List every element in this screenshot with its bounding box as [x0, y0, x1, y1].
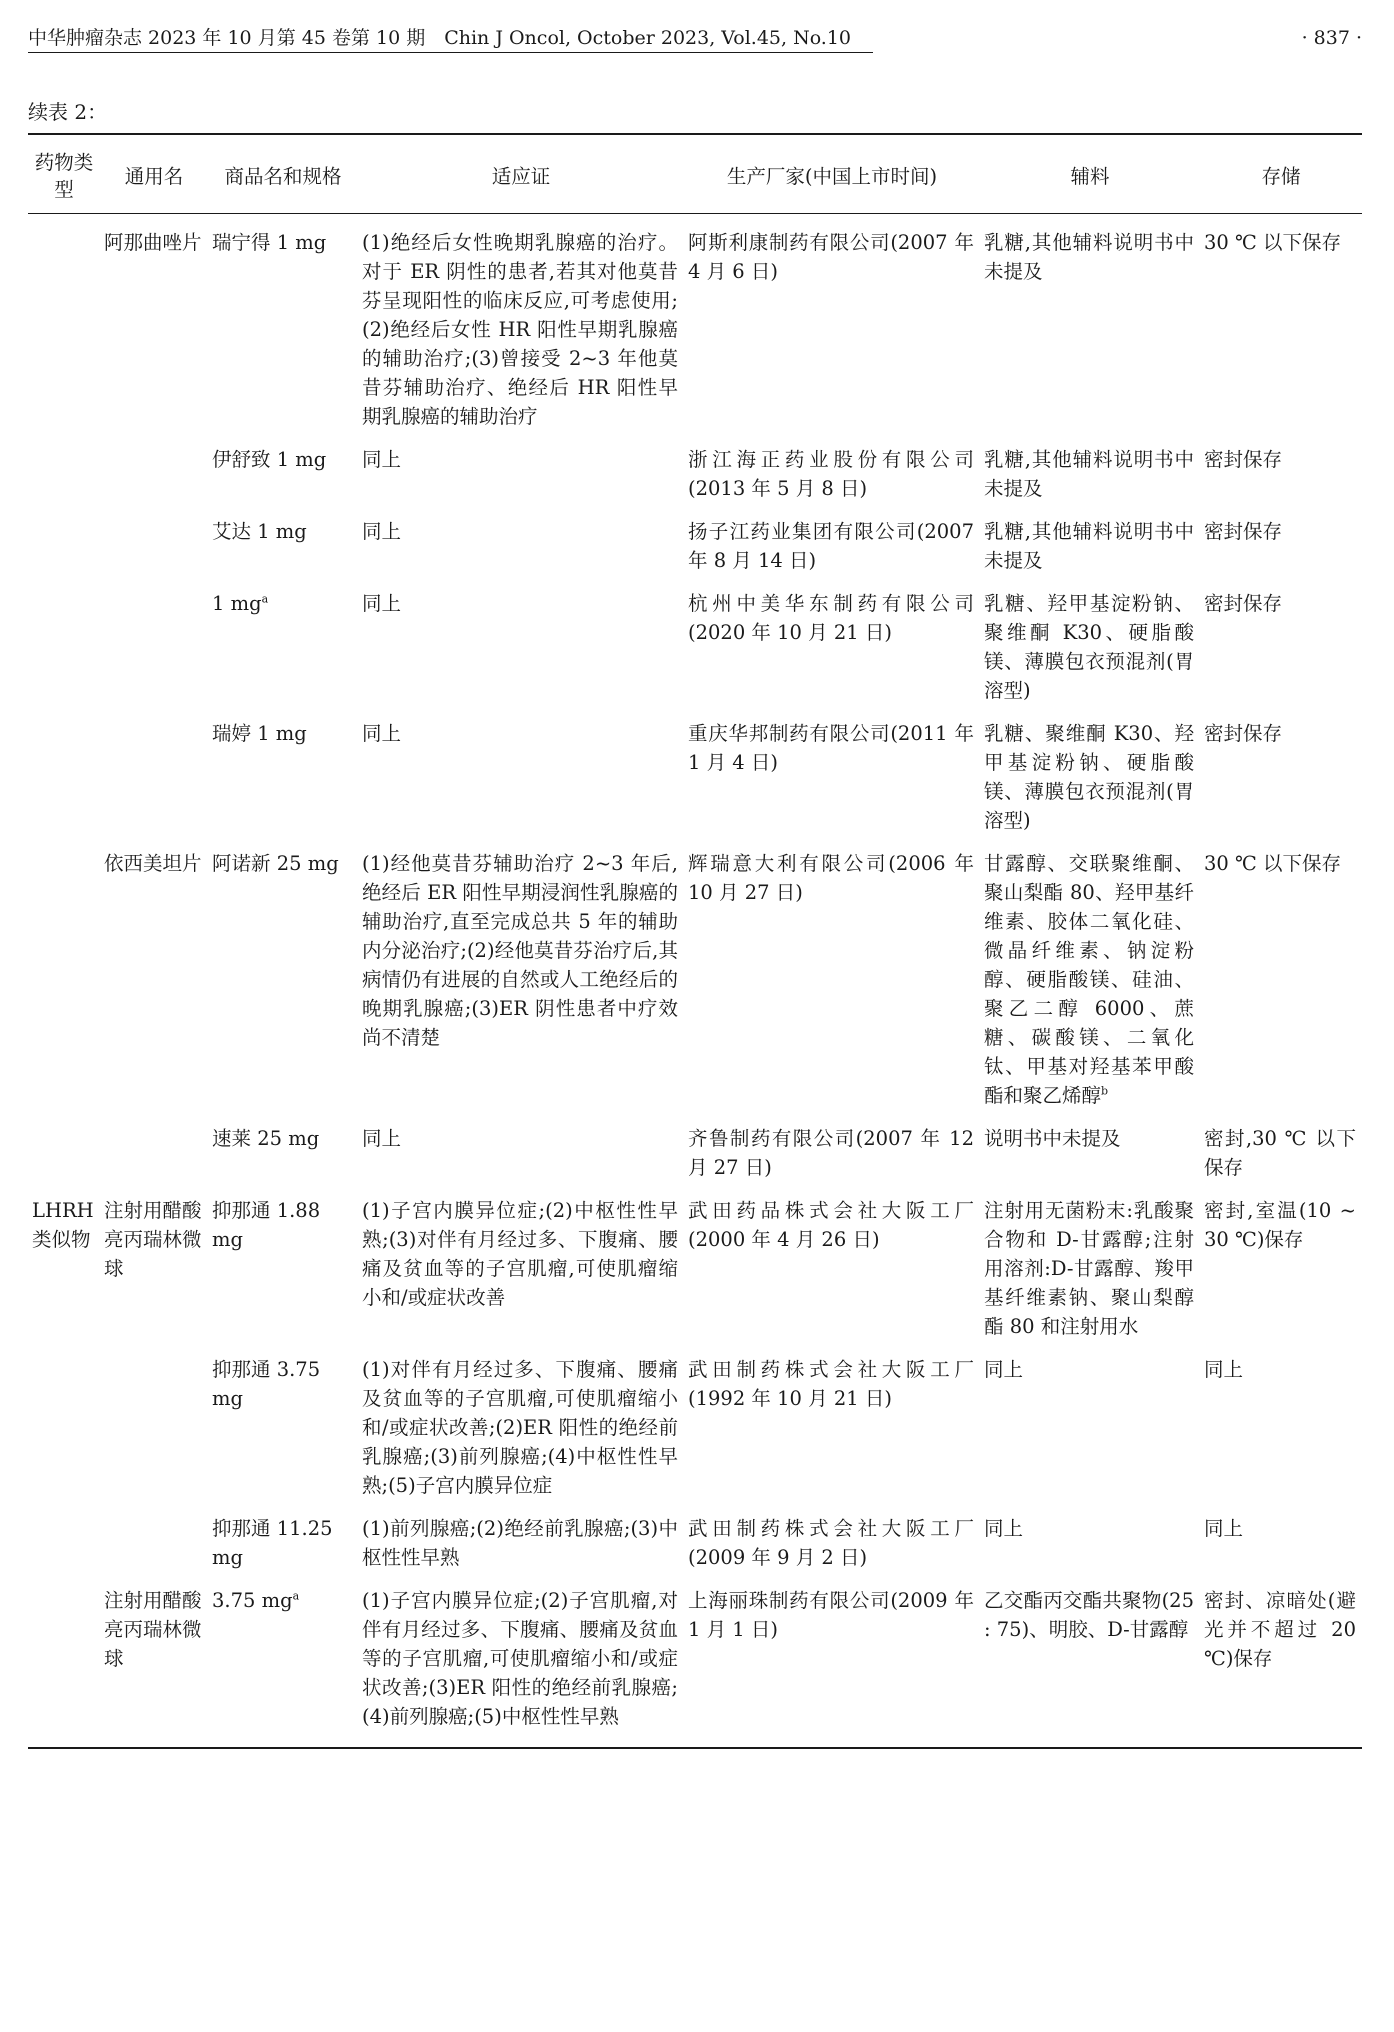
drug-type-cell	[28, 719, 100, 849]
indication-cell-text: 同上	[362, 1127, 402, 1150]
storage-cell	[1200, 1586, 1362, 1748]
excipients-cell	[980, 1355, 1200, 1514]
indication-cell-text: (1)前列腺癌;(2)绝经前乳腺癌;(3)中枢性性早熟	[362, 1517, 678, 1569]
generic-name-cell	[100, 517, 208, 589]
running-head	[28, 26, 1362, 54]
storage-cell	[1200, 849, 1362, 1124]
storage-cell-text: 密封保存	[1204, 592, 1283, 615]
excipients-cell-text: 乳糖、聚维酮 K30、羟甲基淀粉钠、硬脂酸镁、薄膜包衣预混剂(胃溶型)	[984, 722, 1194, 832]
excipients-cell	[980, 719, 1200, 849]
manufacturer-cell	[684, 849, 980, 1124]
excipients-cell-text: 乳糖,其他辅料说明书中未提及	[984, 448, 1194, 500]
storage-cell	[1200, 445, 1362, 517]
indication-cell	[358, 1586, 684, 1748]
drug-type-cell	[28, 1196, 100, 1355]
generic-name-cell-text: 注射用醋酸亮丙瑞林微球	[104, 1199, 202, 1280]
excipients-cell	[980, 445, 1200, 517]
drug-type-cell	[28, 589, 100, 719]
storage-cell	[1200, 517, 1362, 589]
table-row	[28, 1514, 1362, 1586]
excipients-cell	[980, 849, 1200, 1124]
drug-type-cell	[28, 849, 100, 1124]
brand-spec-cell-text: 抑那通 3.75 mg	[212, 1358, 321, 1410]
storage-cell	[1200, 1514, 1362, 1586]
storage-cell-text: 密封、凉暗处(避光并不超过 20 ℃)保存	[1204, 1589, 1356, 1670]
header-generic-name: 通用名	[100, 134, 208, 214]
footnote-marker: a	[292, 1589, 300, 1603]
excipients-cell-text: 乳糖,其他辅料说明书中未提及	[984, 231, 1194, 283]
storage-cell	[1200, 589, 1362, 719]
manufacturer-cell-text: 上海丽珠制药有限公司(2009 年 1 月 1 日)	[688, 1589, 974, 1641]
table-row	[28, 1124, 1362, 1196]
storage-cell	[1200, 1196, 1362, 1355]
indication-cell	[358, 589, 684, 719]
manufacturer-cell-text: 杭州中美华东制药有限公司(2020 年 10 月 21 日)	[688, 592, 974, 644]
brand-spec-cell	[208, 849, 358, 1124]
generic-name-cell	[100, 1514, 208, 1586]
table-body	[28, 214, 1362, 1749]
storage-cell	[1200, 214, 1362, 446]
generic-name-cell	[100, 849, 208, 1124]
brand-spec-cell	[208, 589, 358, 719]
drug-type-cell	[28, 1124, 100, 1196]
brand-spec-cell	[208, 1355, 358, 1514]
generic-name-cell	[100, 1196, 208, 1355]
footnote-marker: a	[261, 592, 269, 606]
excipients-cell-text: 乳糖,其他辅料说明书中未提及	[984, 520, 1194, 572]
brand-spec-cell	[208, 1586, 358, 1748]
brand-spec-cell-text: 速莱 25 mg	[212, 1127, 320, 1150]
manufacturer-cell	[684, 719, 980, 849]
brand-spec-cell-text: 抑那通 1.88 mg	[212, 1199, 321, 1251]
manufacturer-cell	[684, 1124, 980, 1196]
indication-cell	[358, 445, 684, 517]
excipients-cell-text: 同上	[984, 1517, 1024, 1540]
indication-cell-text: (1)子宫内膜异位症;(2)子宫肌瘤,对伴有月经过多、下腹痛、腰痛及贫血等的子宫肌瘤,可使肌瘤缩小和/或症状改善;(3)ER 阳性的绝经前乳腺癌;(4)前列腺癌;(5)中枢性性早熟	[362, 1589, 678, 1728]
table-row	[28, 719, 1362, 849]
brand-spec-cell-text: 瑞宁得 1 mg	[212, 231, 327, 254]
indication-cell-text: (1)子宫内膜异位症;(2)中枢性性早熟;(3)对伴有月经过多、下腹痛、腰痛及贫血等的子宫肌瘤,可使肌瘤缩小和/或症状改善	[362, 1199, 678, 1309]
excipients-cell	[980, 214, 1200, 446]
generic-name-cell	[100, 214, 208, 446]
drug-type-cell	[28, 445, 100, 517]
excipients-cell	[980, 1196, 1200, 1355]
table-row	[28, 214, 1362, 446]
brand-spec-cell	[208, 1196, 358, 1355]
page-number: · 837 ·	[1301, 27, 1362, 49]
journal-citation: 中华肿瘤杂志 2023 年 10 月第 45 卷第 10 期 Chin J Oncol, October 2023, Vol.45, No.10	[28, 27, 852, 49]
excipients-cell	[980, 517, 1200, 589]
indication-cell-text: (1)绝经后女性晚期乳腺癌的治疗。对于 ER 阴性的患者,若其对他莫昔芬呈现阳性的临床反应,可考虑使用;(2)绝经后女性 HR 阳性早期乳腺癌的辅助治疗;(3)曾接受 2~3 年他莫昔芬辅助治疗、绝经后 HR 阳性早期乳腺癌的辅助治疗	[362, 231, 678, 428]
brand-spec-cell-text: 瑞婷 1 mg	[212, 722, 307, 745]
manufacturer-cell	[684, 589, 980, 719]
drug-type-cell	[28, 1355, 100, 1514]
brand-spec-cell	[208, 517, 358, 589]
indication-cell-text: 同上	[362, 722, 402, 745]
brand-spec-cell	[208, 1514, 358, 1586]
header-drug-type: 药物类型	[28, 134, 100, 214]
drug-type-cell	[28, 214, 100, 446]
generic-name-cell	[100, 1124, 208, 1196]
generic-name-cell	[100, 1355, 208, 1514]
storage-cell-text: 同上	[1204, 1517, 1244, 1540]
manufacturer-cell	[684, 445, 980, 517]
generic-name-cell-text: 阿那曲唑片	[104, 231, 202, 254]
generic-name-cell-text: 注射用醋酸亮丙瑞林微球	[104, 1589, 202, 1670]
header-manufacturer: 生产厂家(中国上市时间)	[684, 134, 980, 214]
excipients-cell	[980, 1514, 1200, 1586]
header-excipients: 辅料	[980, 134, 1200, 214]
brand-spec-cell-text: 艾达 1 mg	[212, 520, 307, 543]
table-row	[28, 1355, 1362, 1514]
table-header-row	[28, 134, 1362, 214]
generic-name-cell-text: 依西美坦片	[104, 852, 202, 875]
storage-cell-text: 30 ℃ 以下保存	[1204, 231, 1342, 254]
storage-cell-text: 同上	[1204, 1358, 1244, 1381]
excipients-cell-text: 乳糖、羟甲基淀粉钠、聚维酮 K30、硬脂酸镁、薄膜包衣预混剂(胃溶型)	[984, 592, 1194, 702]
brand-spec-cell-text: 3.75 mg	[212, 1589, 293, 1612]
brand-spec-cell	[208, 214, 358, 446]
excipients-cell	[980, 589, 1200, 719]
footnote-marker: b	[1101, 1084, 1109, 1098]
manufacturer-cell-text: 齐鲁制药有限公司(2007 年 12 月 27 日)	[688, 1127, 974, 1179]
manufacturer-cell-text: 浙江海正药业股份有限公司(2013 年 5 月 8 日)	[688, 448, 974, 500]
drug-table	[28, 133, 1362, 1749]
indication-cell	[358, 1355, 684, 1514]
indication-cell	[358, 719, 684, 849]
brand-spec-cell-text: 伊舒致 1 mg	[212, 448, 327, 471]
excipients-cell-text: 说明书中未提及	[984, 1127, 1121, 1150]
indication-cell	[358, 1124, 684, 1196]
manufacturer-cell-text: 辉瑞意大利有限公司(2006 年 10 月 27 日)	[688, 852, 974, 904]
storage-cell	[1200, 719, 1362, 849]
indication-cell	[358, 214, 684, 446]
excipients-cell	[980, 1124, 1200, 1196]
manufacturer-cell-text: 武田制药株式会社大阪工厂(1992 年 10 月 21 日)	[688, 1358, 974, 1410]
excipients-cell-text: 乙交酯丙交酯共聚物(25 : 75)、明胶、D-甘露醇	[984, 1589, 1194, 1641]
manufacturer-cell-text: 重庆华邦制药有限公司(2011 年 1 月 4 日)	[688, 722, 974, 774]
drug-type-cell-text: LHRH 类似物	[32, 1199, 94, 1251]
manufacturer-cell	[684, 1196, 980, 1355]
header-underline	[28, 52, 873, 53]
brand-spec-cell-text: 阿诺新 25 mg	[212, 852, 339, 875]
manufacturer-cell-text: 阿斯利康制药有限公司(2007 年 4 月 6 日)	[688, 231, 974, 283]
brand-spec-cell	[208, 1124, 358, 1196]
brand-spec-cell-text: 抑那通 11.25 mg	[212, 1517, 333, 1569]
manufacturer-cell	[684, 1586, 980, 1748]
generic-name-cell	[100, 1586, 208, 1748]
generic-name-cell	[100, 719, 208, 849]
drug-type-cell	[28, 1514, 100, 1586]
storage-cell-text: 密封,30 ℃ 以下保存	[1204, 1127, 1356, 1179]
excipients-cell-text: 甘露醇、交联聚维酮、聚山梨酯 80、羟甲基纤维素、胶体二氧化硅、微晶纤维素、钠淀粉醇、硬脂酸镁、硅油、聚乙二醇 6000、蔗糖、碳酸镁、二氧化钛、甲基对羟基苯甲酸酯和聚乙烯醇	[984, 852, 1194, 1107]
header-brand-spec: 商品名和规格	[208, 134, 358, 214]
excipients-cell-text: 注射用无菌粉末:乳酸聚合物和 D-甘露醇;注射用溶剂:D-甘露醇、羧甲基纤维素钠、聚山梨醇酯 80 和注射用水	[984, 1199, 1194, 1338]
storage-cell	[1200, 1355, 1362, 1514]
indication-cell	[358, 849, 684, 1124]
drug-type-cell	[28, 517, 100, 589]
header-indication: 适应证	[358, 134, 684, 214]
manufacturer-cell-text: 扬子江药业集团有限公司(2007 年 8 月 14 日)	[688, 520, 974, 572]
generic-name-cell	[100, 589, 208, 719]
manufacturer-cell-text: 武田药品株式会社大阪工厂(2000 年 4 月 26 日)	[688, 1199, 974, 1251]
excipients-cell-text: 同上	[984, 1358, 1024, 1381]
brand-spec-cell	[208, 719, 358, 849]
indication-cell	[358, 1196, 684, 1355]
table-caption: 续表 2：	[28, 100, 108, 124]
table-row	[28, 517, 1362, 589]
brand-spec-cell	[208, 445, 358, 517]
storage-cell-text: 30 ℃ 以下保存	[1204, 852, 1342, 875]
manufacturer-cell	[684, 1355, 980, 1514]
excipients-cell	[980, 1586, 1200, 1748]
storage-cell-text: 密封保存	[1204, 722, 1283, 745]
table-row	[28, 589, 1362, 719]
storage-cell	[1200, 1124, 1362, 1196]
indication-cell-text: (1)对伴有月经过多、下腹痛、腰痛及贫血等的子宫肌瘤,可使肌瘤缩小和/或症状改善;(2)ER 阳性的绝经前乳腺癌;(3)前列腺癌;(4)中枢性性早熟;(5)子宫内膜异位症	[362, 1358, 678, 1497]
table-row	[28, 445, 1362, 517]
table-row	[28, 1586, 1362, 1748]
indication-cell-text: 同上	[362, 448, 402, 471]
manufacturer-cell-text: 武田制药株式会社大阪工厂(2009 年 9 月 2 日)	[688, 1517, 974, 1569]
indication-cell	[358, 1514, 684, 1586]
manufacturer-cell	[684, 214, 980, 446]
drug-type-cell	[28, 1586, 100, 1748]
indication-cell-text: 同上	[362, 520, 402, 543]
brand-spec-cell-text: 1 mg	[212, 592, 262, 615]
table-row	[28, 1196, 1362, 1355]
manufacturer-cell	[684, 517, 980, 589]
indication-cell-text: (1)经他莫昔芬辅助治疗 2~3 年后,绝经后 ER 阳性早期浸润性乳腺癌的辅助治疗,直至完成总共 5 年的辅助内分泌治疗;(2)经他莫昔芬治疗后,其病情仍有进展的自然或人工绝经后的晚期乳腺癌;(3)ER 阴性患者中疗效尚不清楚	[362, 852, 678, 1049]
storage-cell-text: 密封,室温(10 ~ 30 ℃)保存	[1204, 1199, 1356, 1251]
storage-cell-text: 密封保存	[1204, 520, 1283, 543]
indication-cell-text: 同上	[362, 592, 402, 615]
table-row	[28, 849, 1362, 1124]
storage-cell-text: 密封保存	[1204, 448, 1283, 471]
manufacturer-cell	[684, 1514, 980, 1586]
indication-cell	[358, 517, 684, 589]
generic-name-cell	[100, 445, 208, 517]
header-storage: 存储	[1200, 134, 1362, 214]
